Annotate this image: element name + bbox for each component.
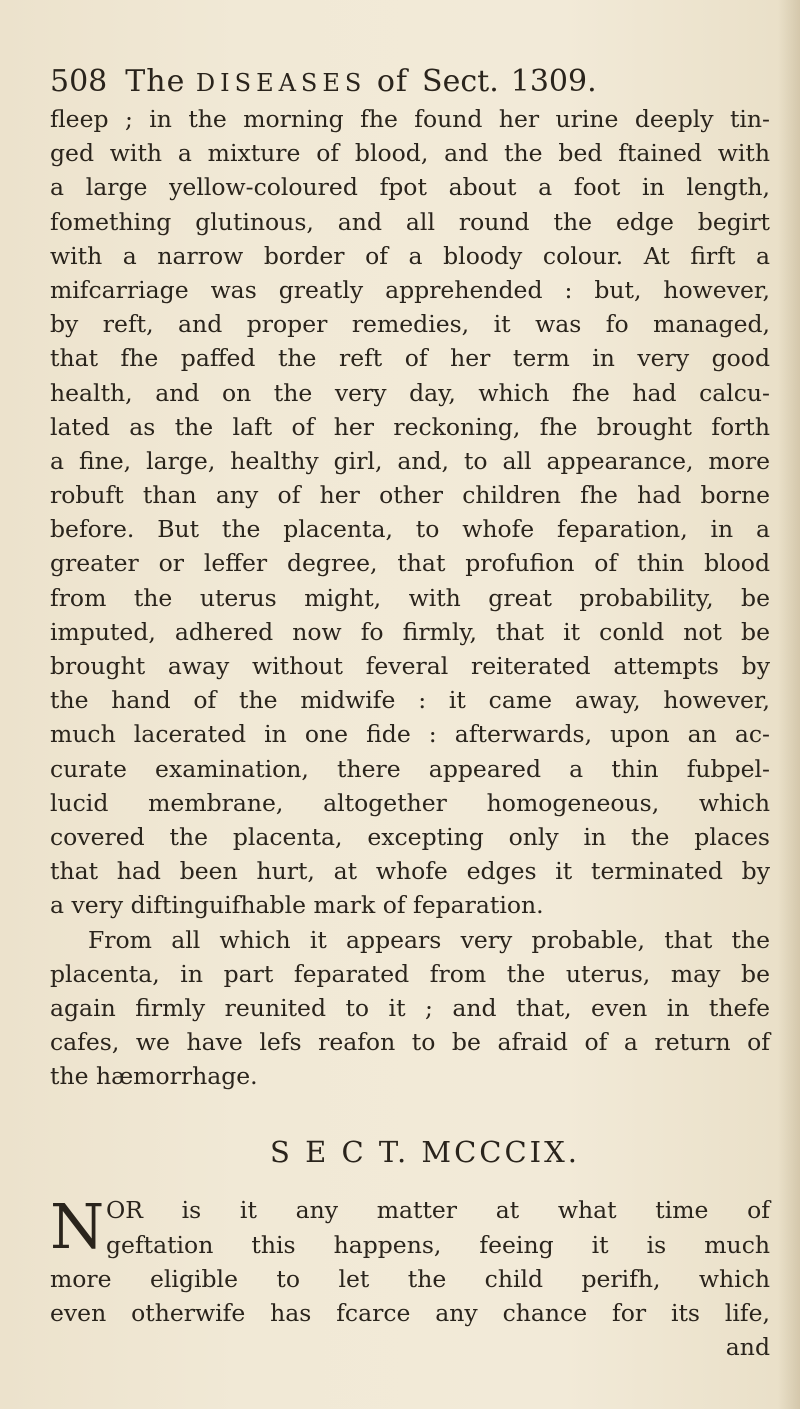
text-line: greater or leffer degree, that profufion of thin blood — [50, 549, 770, 578]
text-line: robuft than any of her other children fhe had borne — [50, 481, 770, 510]
text-line: lucid membrane, altogether homogeneous, which — [50, 788, 770, 817]
section-number: 1309. — [510, 64, 597, 99]
text-line: by reft, and proper remedies, it was fo managed, — [50, 310, 770, 339]
section-paragraph — [50, 1190, 770, 1364]
text-line: From all which it appears very probable, that the — [88, 925, 770, 954]
text-line: that fhe paffed the reft of her term in very good — [50, 344, 770, 373]
section-label: Sect. — [422, 64, 499, 99]
text-line: before. But the placenta, to whofe feparation, in a — [50, 515, 770, 544]
catchword: and — [725, 1333, 770, 1362]
text-line: fleep ; in the morning fhe found her urine deeply tin- — [50, 105, 770, 133]
section-heading: S E C T. MCCCIX. — [270, 1135, 580, 1170]
text-line: OR is it any matter at what time of — [106, 1196, 770, 1225]
text-line: more eligible to let the child perifh, which — [50, 1264, 770, 1293]
text-line: placenta, in part feparated from the uterus, may be — [50, 959, 770, 988]
running-header — [50, 62, 770, 102]
text-line: brought away without feveral reiterated attempts by — [50, 652, 770, 680]
text-line: mifcarriage was greatly apprehended : but, however, — [50, 275, 770, 304]
running-title-prefix: The — [125, 64, 186, 99]
page-edge-shadow — [778, 0, 800, 1409]
text-line: cafes, we have lefs reafon to be afraid of a return of — [50, 1028, 770, 1057]
text-line: a large yellow-coloured fpot about a foot in length, — [50, 173, 770, 202]
text-line: fomething glutinous, and all round the edge begirt — [50, 207, 770, 236]
text-line: much lacerated in one fide : afterwards, upon an ac- — [50, 720, 770, 749]
text-block — [50, 62, 770, 1364]
text-line: geftation this happens, feeing it is much — [106, 1230, 770, 1259]
text-line: health, and on the very day, which fhe had calcu- — [50, 378, 770, 407]
text-line: a very diftinguifhable mark of feparation. — [50, 891, 544, 920]
text-line: the hand of the midwife : it came away, however, — [50, 686, 770, 715]
text-line: ged with a mixture of blood, and the bed ftained with — [50, 139, 770, 168]
text-line: with a narrow border of a bloody colour. At firft a — [50, 241, 770, 270]
running-title-suffix: of — [376, 64, 409, 99]
text-line: covered the placenta, excepting only in the places — [50, 822, 770, 851]
running-title — [125, 62, 408, 103]
text-line: curate examination, there appeared a thin fubpel- — [50, 754, 770, 783]
text-line: even otherwife has fcarce any chance for its life, — [50, 1299, 770, 1327]
text-line: from the uterus might, with great probability, be — [50, 583, 770, 612]
text-line: again firmly reunited to it ; and that, even in thefe — [50, 993, 770, 1022]
drop-cap: N — [50, 1190, 105, 1264]
text-line: imputed, adhered now fo firmly, that it conld not be — [50, 617, 770, 646]
text-line: lated as the laft of her reckoning, fhe brought forth — [50, 412, 770, 441]
page-number: 508 — [50, 64, 108, 99]
running-title-caps: DISEASES — [195, 69, 367, 97]
text-line: the hæmorrhage. — [50, 1062, 258, 1091]
text-line: that had been hurt, at whofe edges it terminated by — [50, 857, 770, 886]
text-line: a fine, large, healthy girl, and, to all appearance, more — [50, 446, 770, 475]
